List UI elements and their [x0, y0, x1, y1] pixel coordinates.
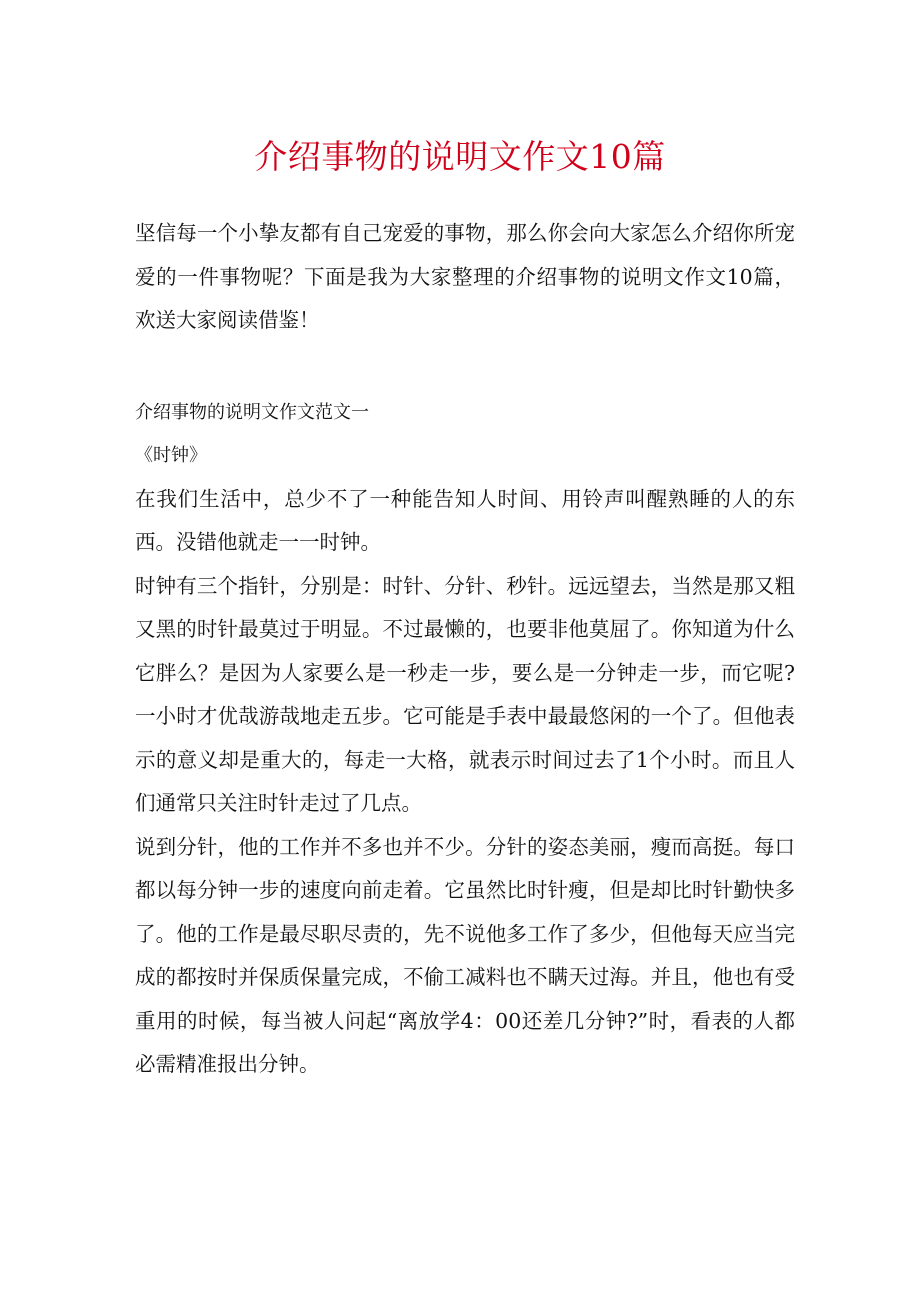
essay-title: 《时钟》: [135, 445, 207, 466]
spacer: [135, 343, 795, 391]
body-paragraph-3: 说到分针，他的工作并不多也并不少。分针的姿态美丽，瘦而高挺。每口都以每分钟一步的速度向前走着。它虽然比时针瘦，但是却比时针勤快多了。他的工作是最尽职尽责的，先不说他多工作了多少，但他每天应当完成的都按时并保质保量完成，不偷工减料也不瞒天过海。并且，他也有受重用的时候，每当被人问起“离放学4：00还差几分钟?”时，看表的人都必需精准报出分钟。: [135, 834, 795, 1076]
section-title: 介绍事物的说明文作文范文一: [135, 401, 369, 423]
document-title: 介绍事物的说明文作文10篇: [254, 137, 666, 176]
document-body: [135, 212, 795, 1087]
body-paragraph-2: 时钟有三个指针，分别是：时针、分针、秒针。远远望去，当然是那又粗又黑的时针最莫过于明显。不过最懒的，也要非他莫屈了。你知道为什么它胖么？是因为人家要么是一秒走一步，要么是一分钟走一步，而它呢?一小时才优哉游哉地走五步。它可能是手表中最最悠闲的一个了。但他表示的意义却是重大的，每走一大格，就表示时间过去了1个小时。而且人们通常只关注时针走过了几点。: [135, 573, 795, 815]
intro-paragraph: 坚信每一个小挚友都有自己宠爱的事物，那么你会向大家怎么介绍你所宠爱的一件事物呢？下面是我为大家整理的介绍事物的说明文作文10篇，欢送大家阅读借鉴！: [135, 221, 795, 332]
body-paragraph-1: 在我们生活中，总少不了一种能告知人时间、用铃声叫醒熟睡的人的东西。没错他就走一一时钟。: [135, 486, 795, 554]
